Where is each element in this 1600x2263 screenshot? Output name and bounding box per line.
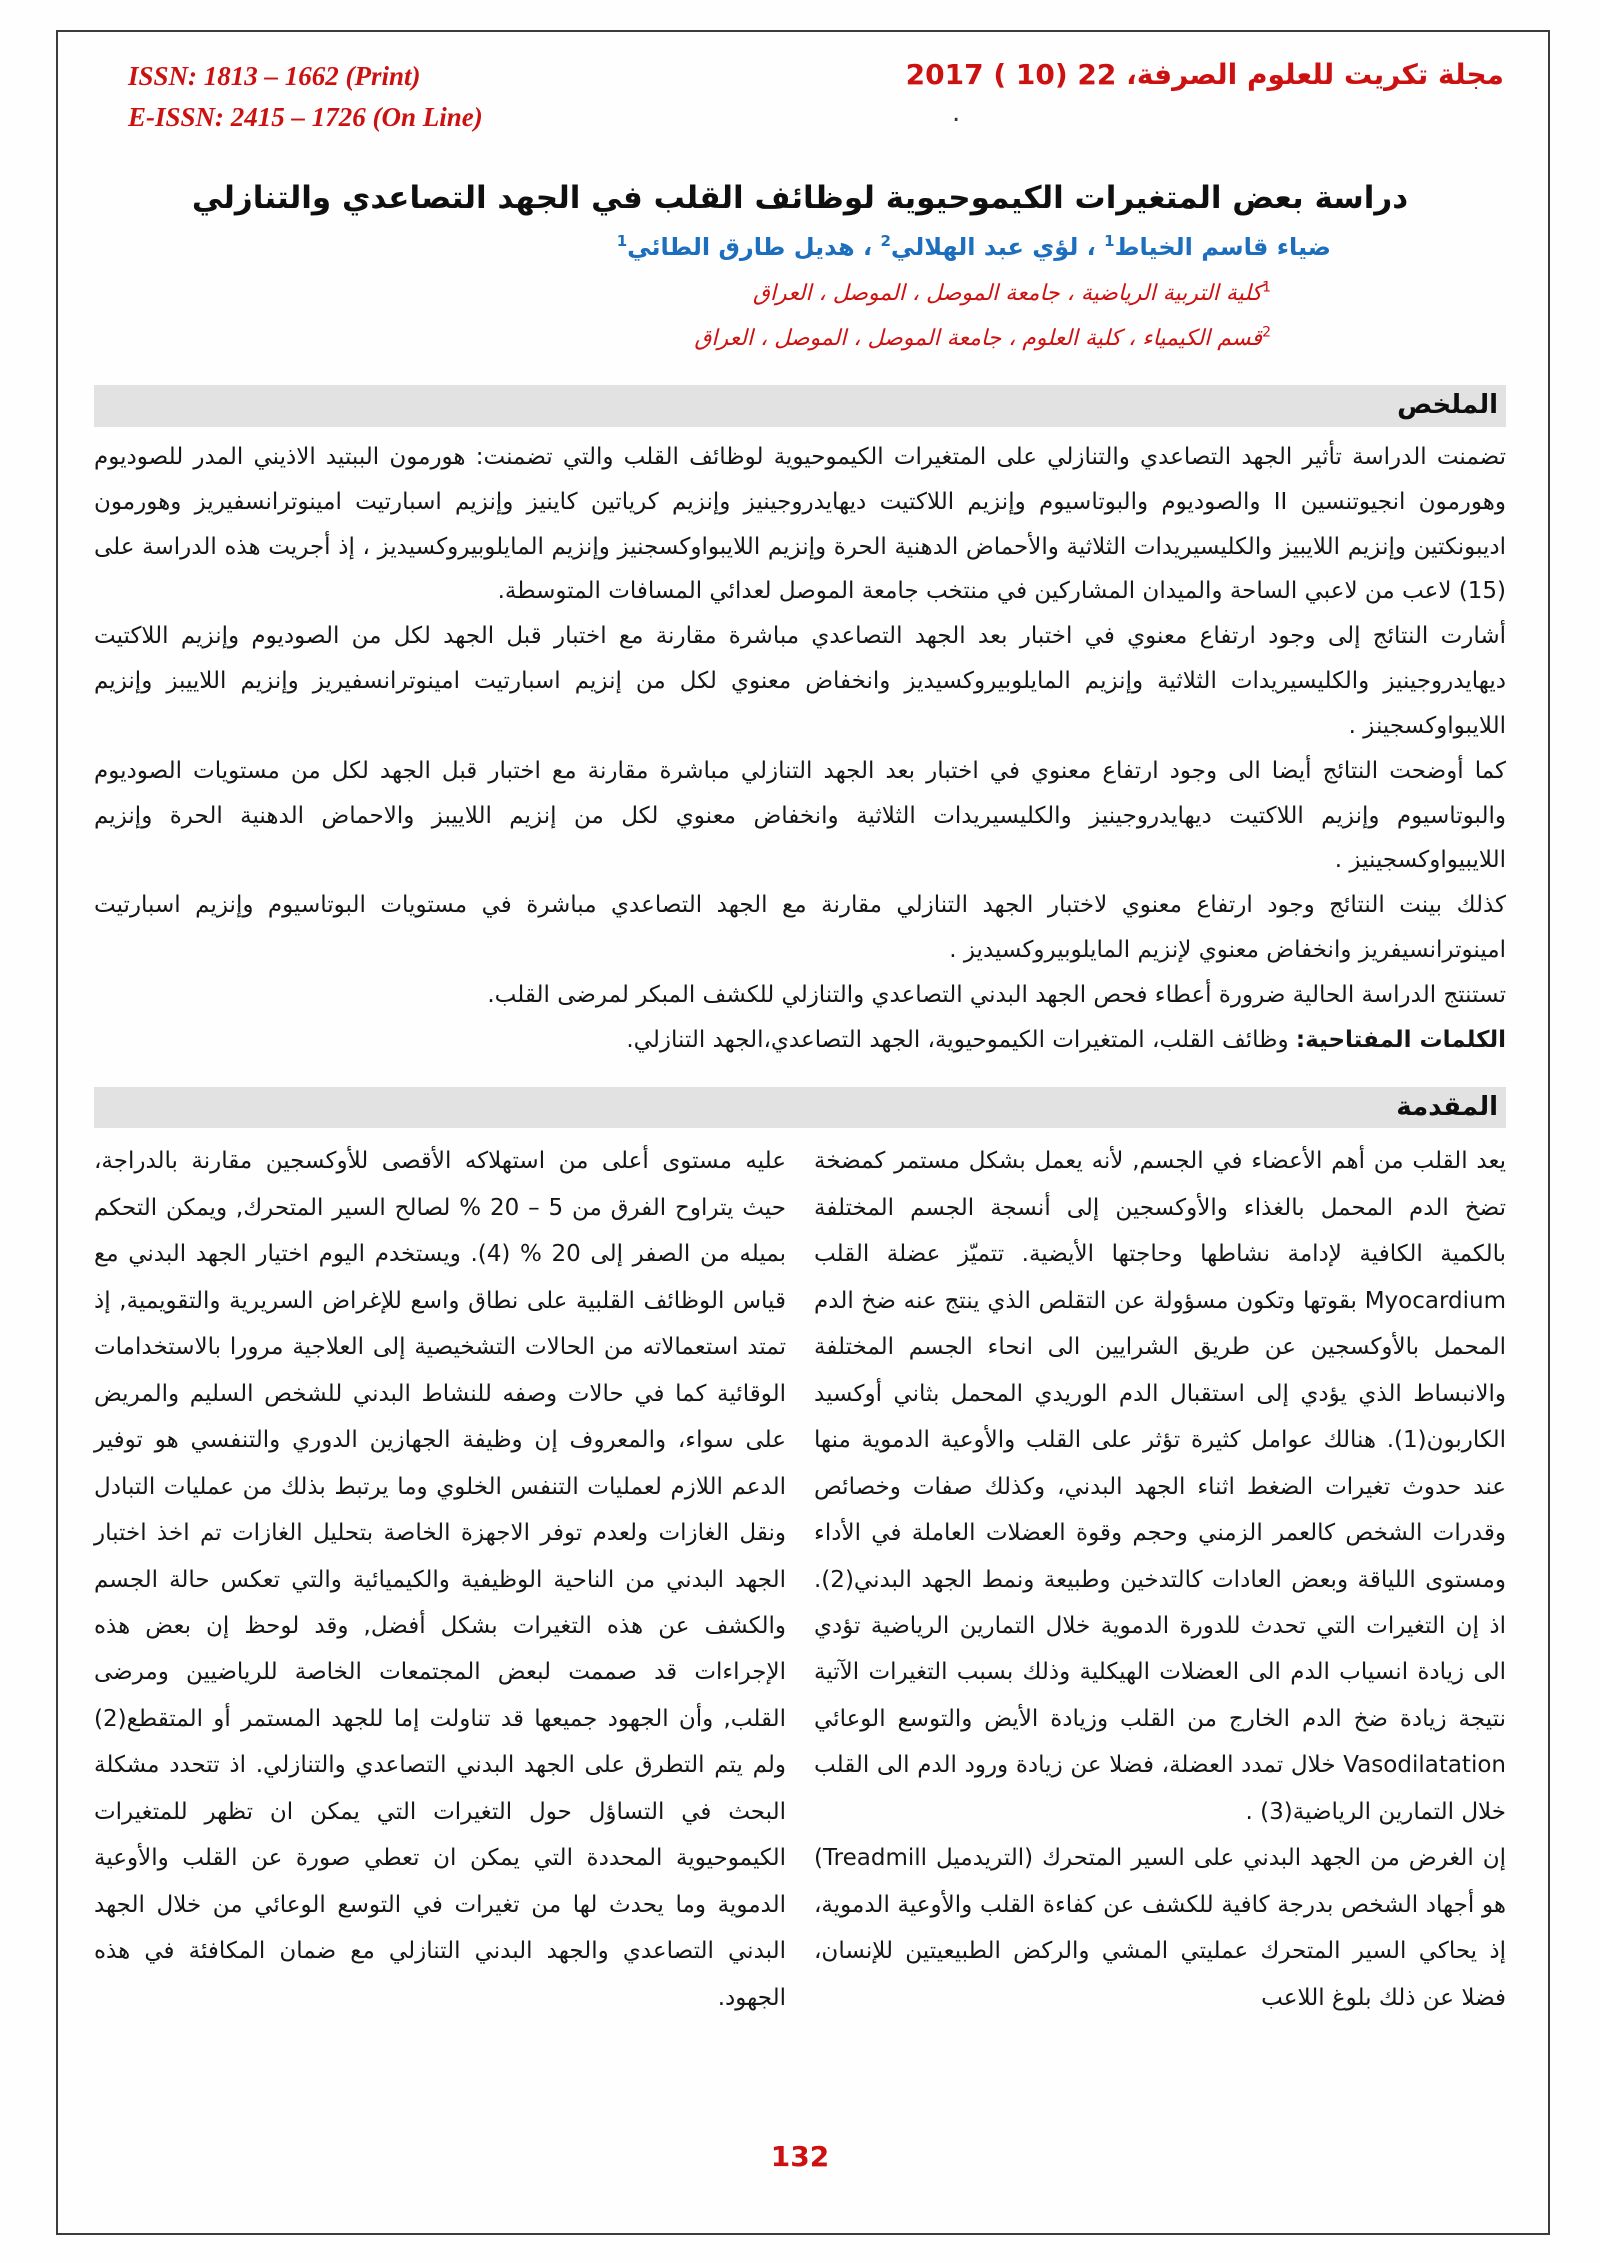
affiliation-2 — [94, 316, 1271, 361]
affiliations-block — [94, 271, 1506, 361]
journal-title: مجلة تكريت للعلوم الصرفة، 22 (10 ) 2017 — [905, 58, 1504, 91]
intro-paragraph: عليه مستوى أعلى من استهلاكه الأقصى للأوكسجين مقارنة بالدراجة، حيث يتراوح الفرق من 5 – 20 % لصالح السير المتحرك, ويمكن التحكم بميله من الصفر إلى 20 % (4). ويستخدم اليوم اختيار الجهد البدني مع قياس الوظائف القلبية على نطاق واسع للإغراض السريرية والتقويمية, إذ تمتد استعمالاته من الحالات التشخيصية إلى العلاجية مرورا بالاستخدامات الوقائية كما في حالات وصفه للنشاط البدني للشخص السليم والمريض على سواء، والمعروف إن وظيفة الجهازين الدوري والتنفسي هو توفير الدعم اللازم لعمليات التنفس الخلوي وما يرتبط بذلك من عمليات التبادل ونقل الغازات ولعدم توفر الاجهزة الخاصة بتحليل الغازات تم اخذ اختبار الجهد البدني من الناحية الوظيفية والكيميائية والتي تعكس حالة الجسم والكشف عن هذه التغيرات بشكل أفضل, وقد لوحظ إن بعض هذه الإجراءات قد صممت لبعض المجتمعات الخاصة للرياضيين ومرضى القلب, وأن الجهود جميعها قد تناولت إما للجهد المستمر أو المتقطع(2) ولم يتم التطرق على الجهد البدني التصاعدي والتنازلي. اذ تتحدد مشكلة البحث في التساؤل حول التغيرات التي يمكن ان تظهر للمتغيرات الكيموحيوية المحددة التي يمكن ان تعطي صورة عن القلب والأوعية الدموية وما يحدث لها من تغيرات في التوسع الوعائي من خلال الجهد البدني التصاعدي والجهد البدني التنازلي مع ضمان المكافئة في هذه الجهود. — [94, 1148, 787, 2011]
keywords-line — [94, 1018, 1506, 1063]
introduction-heading: المقدمة — [1396, 1091, 1498, 1122]
intro-paragraph: يعد القلب من أهم الأعضاء في الجسم, لأنه يعمل بشكل مستمر كمضخة تضخ الدم المحمل بالغذاء والأوكسجين إلى أنسجة الجسم المختلفة بالكمية الكافية لإدامة نشاطها وحاجتها الأيضية. تتميّز عضلة القلب Myocardium بقوتها وتكون مسؤولة عن التقلص الذي ينتج عنه ضخ الدم المحمل بالأوكسجين عن طريق الشرايين الى انحاء الجسم المختلفة والانبساط الذي يؤدي إلى استقبال الدم الوريدي المحمل بثاني أوكسيد الكاربون(1). هنالك عوامل كثيرة تؤثر على القلب والأوعية الدموية منها عند حدوث تغيرات الضغط اثناء الجهد البدني، وكذلك صفات وخصائص وقدرات الشخص كالعمر الزمني وحجم وقوة العضلات العاملة في الأداء ومستوى اللياقة وبعض العادات كالتدخين وطبيعة ونمط الجهد البدني(2). اذ إن التغيرات التي تحدث للدورة الدموية خلال التمارين الرياضية تؤدي الى زيادة انسياب الدم الى العضلات الهيكلية وذلك بسبب التغيرات الآتية نتيجة زيادة ضخ الدم الخارج من القلب وزيادة الأيض والتوسع الوعائي Vasodilatation خلال تمدد العضلة، فضلا عن زيادة ورود الدم الى القلب خلال التمارين الرياضية(3) . — [814, 1148, 1506, 1825]
introduction-heading-band — [94, 1087, 1506, 1129]
affiliation-1-mark: 1 — [1262, 279, 1271, 296]
keywords-text: وظائف القلب، المتغيرات الكيموحيوية، الجهد التصاعدي،الجهد التنازلي. — [626, 1026, 1289, 1053]
stray-dot-mark: . — [952, 98, 961, 128]
issn-block — [128, 56, 483, 137]
issn-print-line: ISSN: 1813 – 1662 (Print) — [128, 61, 421, 91]
article-title: دراسة بعض المتغيرات الكيموحيوية لوظائف القلب في الجهد التصاعدي والتنازلي — [191, 180, 1409, 216]
author-2-name: لؤي عبد الهلالي — [890, 232, 1079, 261]
page-header — [128, 56, 1504, 137]
author-1-affiliation-mark: 1 — [1104, 231, 1115, 250]
intro-left-column — [94, 1138, 786, 2021]
affiliation-2-mark: 2 — [1262, 324, 1271, 341]
author-separator: ، — [854, 232, 881, 261]
intro-right-column — [814, 1138, 1506, 2021]
keywords-label: الكلمات المفتاحية: — [1295, 1026, 1506, 1053]
abstract-paragraph: أشارت النتائج إلى وجود ارتفاع معنوي في اختبار بعد الجهد التصاعدي مباشرة مقارنة مع اختبار قبل الجهد لكل من الصوديوم وإنزيم اللاكتيت ديهايدروجينيز والكليسيريدات الثلاثية وإنزيم المايلوبيروكسيديز وانخفاض معنوي لكل من إنزيم اسبارتيت امينوترانسفيريز وإنزيم اللاييبز وإنزيم اللايبواوكسجينز . — [94, 623, 1506, 739]
author-1-name: ضياء قاسم الخياط — [1114, 232, 1331, 261]
affiliation-1 — [94, 271, 1271, 316]
issn-online-line: E-ISSN: 2415 – 1726 (On Line) — [128, 101, 483, 132]
abstract-paragraph: كذلك بينت النتائج وجود ارتفاع معنوي لاختبار الجهد التنازلي مقارنة مع الجهد التصاعدي مباشرة في مستويات البوتاسيوم وإنزيم اسبارتيت امينوترانسيفريز وانخفاض معنوي لإنزيم المايلوبيروكسيديز . — [94, 892, 1506, 964]
author-3-affiliation-mark: 1 — [616, 231, 628, 250]
author-separator: ، — [1078, 232, 1105, 261]
page-number: 132 — [770, 2140, 830, 2173]
introduction-columns — [94, 1138, 1506, 2021]
abstract-paragraph: تضمنت الدراسة تأثير الجهد التصاعدي والتنازلي على المتغيرات الكيموحيوية لوظائف القلب والتي تضمنت: هورمون الببتيد الاذيني المدر للصوديوم وهورمون انجيوتنسين II والصوديوم والبوتاسيوم وإنزيم اللاكتيت ديهايدروجينيز وإنزيم كرياتين كاينيز وإنزيم اسبارتيت امينوترانسفيريز وهورمون اديبونكتين وإنزيم اللايبيز والكليسيريدات الثلاثية والأحماض الدهنية الحرة وإنزيم اللايبواوكسجنيز وإنزيم المايلوبيروكسيديز ، إذ أجريت هذه الدراسة على (15) لاعب من لاعبي الساحة والميدان المشاركين في منتخب جامعة الموصل لعدائي المسافات المتوسطة. — [94, 443, 1506, 605]
abstract-heading: الملخص — [1397, 390, 1498, 421]
article-body — [94, 178, 1506, 2021]
abstract-paragraph: كما أوضحت النتائج أيضا الى وجود ارتفاع معنوي في اختبار بعد الجهد التنازلي مباشرة مقارنة مع اختبار قبل الجهد لكل من مستويات الصوديوم والبوتاسيوم وإنزيم اللاكتيت ديهايدروجينيز والكليسيريدات الثلاثية وانخفاض معنوي لكل من إنزيم اللاييبز والاحماض الدهنية الحرة وإنزيم اللايبيواوكسجينيز . — [94, 757, 1506, 874]
intro-paragraph: إن الغرض من الجهد البدني على السير المتحرك (التريدميل Treadmill) هو أجهاد الشخص بدرجة كافية للكشف عن كفاءة القلب والأوعية الدموية، إذ يحاكي السير المتحرك عمليتي المشي والركض الطبيعيتين للإنسان، فضلا عن ذلك بلوغ اللاعب — [814, 1845, 1506, 2011]
author-3-name: هديل طارق الطائي — [627, 232, 855, 261]
affiliation-1-text: كلية التربية الرياضية ، جامعة الموصل ، الموصل ، العراق — [752, 280, 1263, 306]
affiliation-2-text: قسم الكيمياء ، كلية العلوم ، جامعة الموصل ، الموصل ، العراق — [694, 325, 1263, 351]
abstract-paragraph: تستنتج الدراسة الحالية ضرورة أعطاء فحص الجهد البدني التصاعدي والتنازلي للكشف المبكر لمرضى القلب. — [487, 981, 1506, 1008]
authors-line — [94, 232, 1506, 261]
author-2-affiliation-mark: 2 — [880, 231, 891, 250]
abstract-section — [94, 435, 1506, 1063]
abstract-heading-band — [94, 385, 1506, 427]
